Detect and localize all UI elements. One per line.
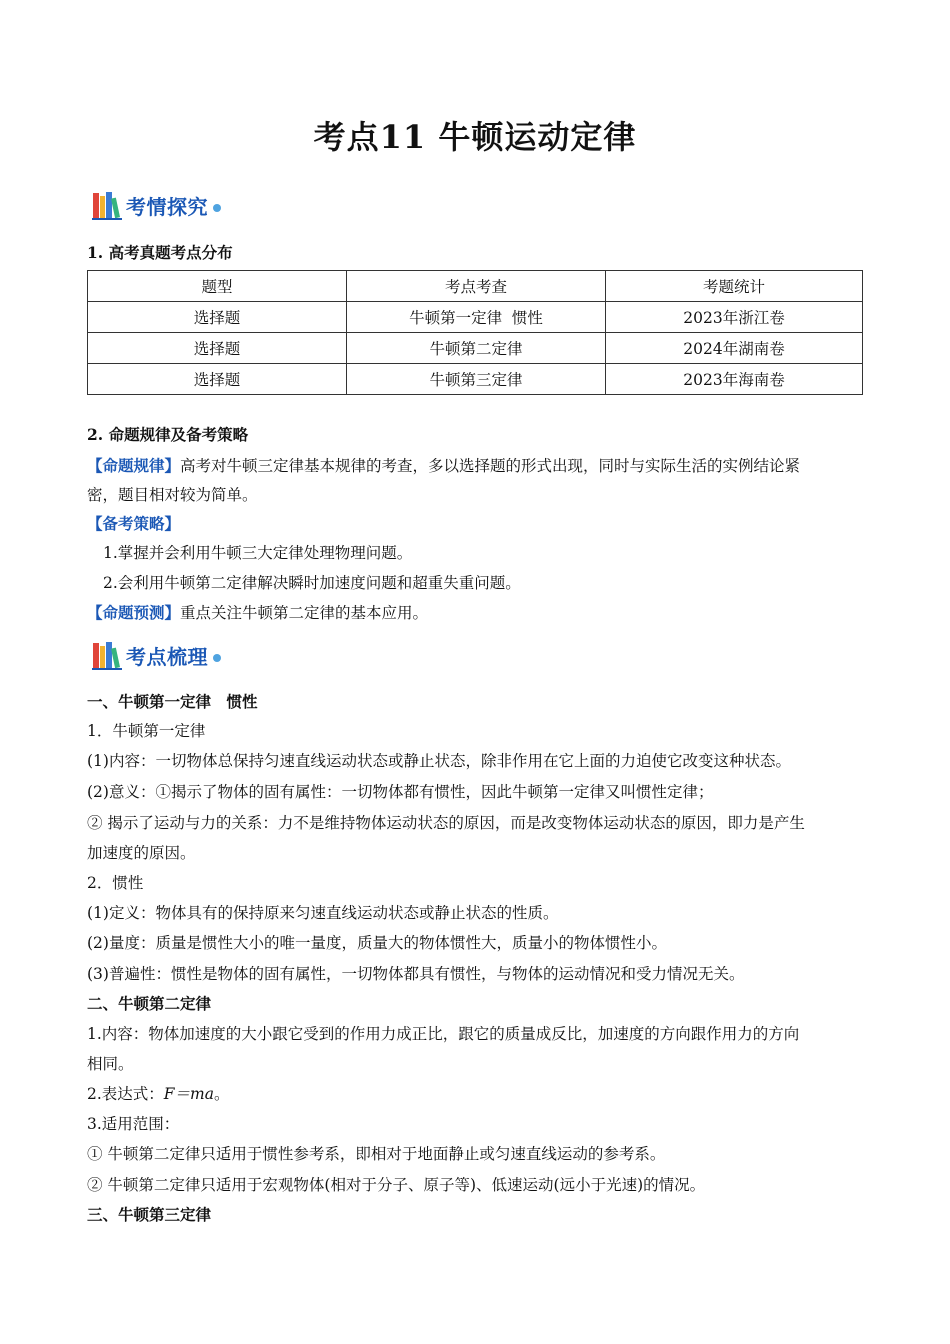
list-item: 1.掌握并会利用牛顿三大定律处理物理问题。 bbox=[103, 544, 413, 562]
paragraph-line bbox=[87, 603, 428, 623]
table-cell: 牛顿第三定律 bbox=[347, 364, 606, 395]
table-cell: 选择题 bbox=[88, 302, 347, 333]
text: 高考对牛顿三定律基本规律的考查，多以选择题的形式出现，同时与实际生活的实例结论紧 bbox=[180, 457, 801, 475]
paragraph-line: (1)定义：物体具有的保持原来匀速直线运动状态或静止状态的性质。 bbox=[87, 904, 559, 922]
column-header: 题型 bbox=[88, 271, 347, 302]
tag-label: 【备考策略】 bbox=[87, 514, 181, 533]
table-cell: 2023年海南卷 bbox=[606, 364, 863, 395]
formula: F＝ma bbox=[163, 1085, 214, 1103]
paragraph-line: (3)普遍性：惯性是物体的固有属性，一切物体都具有惯性，与物体的运动情况和受力情况无关。 bbox=[87, 965, 745, 983]
table-cell: 选择题 bbox=[88, 333, 347, 364]
paragraph-line: (1)内容：一切物体总保持匀速直线运动状态或静止状态，除非作用在它上面的力迫使它改变这种状态。 bbox=[87, 752, 791, 770]
paragraph-line: 1.内容：物体加速度的大小跟它受到的作用力成正比，跟它的质量成反比，加速度的方向跟作用力的方向 bbox=[87, 1025, 800, 1043]
paragraph-line: ① 牛顿第二定律只适用于惯性参考系，即相对于地面静止或匀速直线运动的参考系。 bbox=[87, 1145, 666, 1163]
list-item: 2.会利用牛顿第二定律解决瞬时加速度问题和超重失重问题。 bbox=[103, 574, 521, 592]
banner-label: 考点梳理 bbox=[126, 644, 208, 669]
table-cell: 2023年浙江卷 bbox=[606, 302, 863, 333]
paragraph-line: 相同。 bbox=[87, 1055, 134, 1073]
dot-icon bbox=[213, 204, 221, 212]
column-header: 考点考查 bbox=[347, 271, 606, 302]
books-icon bbox=[92, 640, 122, 670]
paragraph-line: 密，题目相对较为简单。 bbox=[87, 486, 258, 504]
books-icon bbox=[92, 190, 122, 220]
table-cell: 选择题 bbox=[88, 364, 347, 395]
table-cell: 2024年湖南卷 bbox=[606, 333, 863, 364]
part-heading: 二、牛顿第二定律 bbox=[87, 994, 212, 1013]
table-row bbox=[88, 364, 863, 395]
table-row bbox=[88, 302, 863, 333]
tag-label: 【命题预测】 bbox=[87, 603, 181, 622]
banner-label: 考情探究 bbox=[126, 194, 208, 219]
part-heading: 一、牛顿第一定律 惯性 bbox=[87, 692, 258, 711]
paragraph-line: ② 牛顿第二定律只适用于宏观物体(相对于分子、原子等)、低速运动(远小于光速)的情况。 bbox=[87, 1176, 706, 1194]
exam-distribution-table bbox=[87, 270, 863, 395]
sub-heading: 2．惯性 bbox=[87, 874, 144, 892]
text: 2.表达式： bbox=[87, 1085, 164, 1103]
section-heading: 1. 高考真题考点分布 bbox=[87, 243, 233, 262]
dot-icon bbox=[213, 654, 221, 662]
paragraph-line: (2)意义：①揭示了物体的固有属性：一切物体都有惯性，因此牛顿第一定律又叫惯性定律； bbox=[87, 783, 714, 801]
section-banner-exam-analysis bbox=[92, 188, 221, 222]
paragraph-line: 加速度的原因。 bbox=[87, 844, 196, 862]
part-heading: 三、牛顿第三定律 bbox=[87, 1205, 212, 1224]
tag-label: 【命题规律】 bbox=[87, 456, 181, 475]
text: 。 bbox=[214, 1085, 230, 1103]
table-header-row bbox=[88, 271, 863, 302]
table-cell: 牛顿第二定律 bbox=[347, 333, 606, 364]
section-banner-key-points bbox=[92, 638, 221, 672]
paragraph-line bbox=[87, 456, 800, 476]
table-row bbox=[88, 333, 863, 364]
column-header: 考题统计 bbox=[606, 271, 863, 302]
section-heading: 2. 命题规律及备考策略 bbox=[87, 425, 249, 444]
paragraph-line: 3.适用范围： bbox=[87, 1115, 180, 1133]
paragraph-line bbox=[87, 1084, 230, 1104]
table-cell: 牛顿第一定律 惯性 bbox=[347, 302, 606, 333]
text: 重点关注牛顿第二定律的基本应用。 bbox=[180, 604, 429, 622]
paragraph-line: ② 揭示了运动与力的关系：力不是维持物体运动状态的原因，而是改变物体运动状态的原因，即力是产生 bbox=[87, 814, 805, 832]
paragraph-line: (2)量度：质量是惯性大小的唯一量度，质量大的物体惯性大，质量小的物体惯性小。 bbox=[87, 934, 667, 952]
sub-heading: 1．牛顿第一定律 bbox=[87, 722, 206, 740]
page-title: 考点11 牛顿运动定律 bbox=[313, 118, 637, 156]
